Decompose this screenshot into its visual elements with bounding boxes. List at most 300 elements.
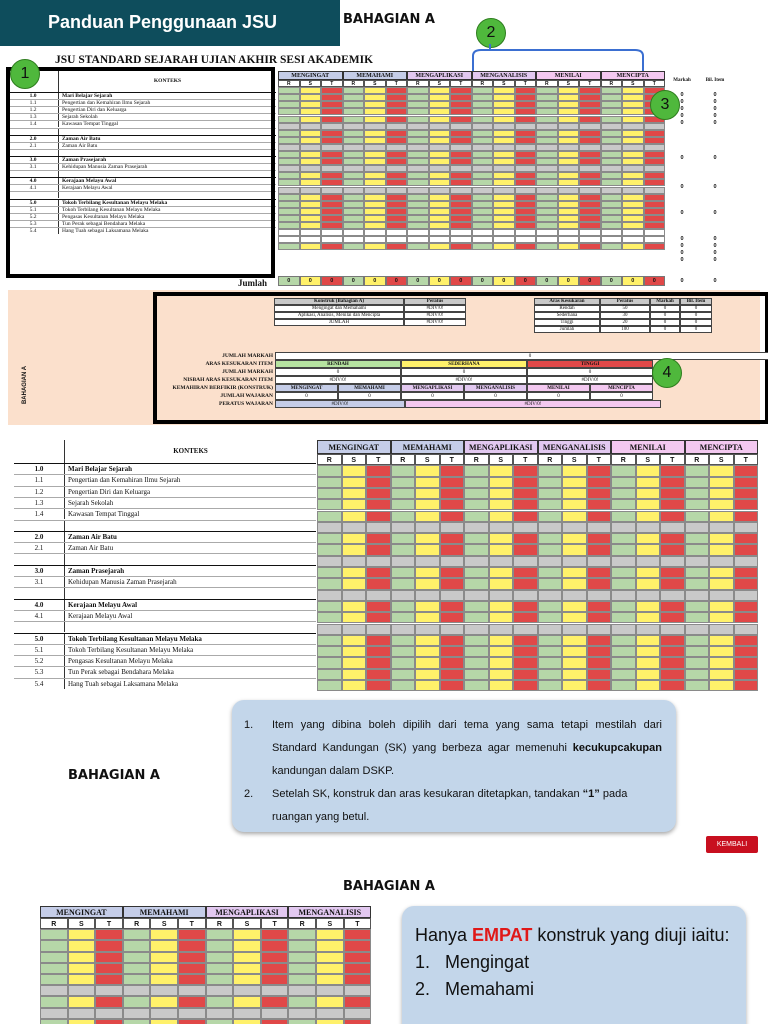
grid-cell[interactable]	[415, 465, 440, 476]
grid-cell[interactable]	[440, 465, 465, 476]
grid-cell[interactable]	[472, 236, 494, 243]
grid-cell[interactable]	[278, 243, 300, 250]
grid-cell[interactable]	[472, 144, 494, 151]
grid-cell[interactable]	[206, 985, 234, 996]
grid-cell[interactable]	[562, 477, 587, 488]
grid-cell[interactable]	[513, 544, 538, 555]
grid-cell[interactable]	[493, 130, 515, 137]
grid-cell[interactable]	[709, 601, 734, 612]
grid-cell[interactable]	[364, 137, 386, 144]
grid-cell[interactable]	[660, 522, 685, 533]
grid-cell[interactable]	[493, 165, 515, 172]
grid-cell[interactable]	[364, 222, 386, 229]
grid-cell[interactable]	[300, 179, 322, 186]
grid-cell[interactable]	[386, 215, 408, 222]
grid-cell[interactable]	[489, 578, 514, 589]
grid-cell[interactable]	[515, 208, 537, 215]
grid-cell[interactable]	[429, 87, 451, 94]
grid-cell[interactable]	[709, 657, 734, 668]
grid-cell[interactable]	[316, 1019, 344, 1024]
grid-cell[interactable]	[558, 101, 580, 108]
grid-cell[interactable]	[660, 533, 685, 544]
grid-cell[interactable]	[386, 236, 408, 243]
grid-cell[interactable]	[123, 996, 151, 1007]
grid-cell[interactable]	[150, 952, 178, 963]
grid-cell[interactable]	[68, 985, 96, 996]
grid-cell[interactable]	[440, 601, 465, 612]
grid-cell[interactable]	[622, 208, 644, 215]
grid-cell[interactable]	[278, 208, 300, 215]
grid-cell[interactable]	[450, 144, 472, 151]
grid-cell[interactable]	[489, 612, 514, 623]
grid-cell[interactable]	[440, 646, 465, 657]
grid-cell[interactable]	[536, 151, 558, 158]
grid-cell[interactable]	[68, 940, 96, 951]
grid-cell[interactable]	[685, 635, 710, 646]
grid-cell[interactable]	[464, 567, 489, 578]
grid-cell[interactable]	[472, 94, 494, 101]
grid-cell[interactable]	[644, 144, 666, 151]
grid-cell[interactable]	[95, 1008, 123, 1019]
grid-cell[interactable]	[342, 511, 367, 522]
grid-cell[interactable]	[558, 108, 580, 115]
grid-cell[interactable]	[321, 94, 343, 101]
grid-cell[interactable]	[300, 165, 322, 172]
grid-cell[interactable]	[178, 940, 206, 951]
grid-cell[interactable]	[579, 101, 601, 108]
grid-cell[interactable]	[429, 187, 451, 194]
grid-cell[interactable]	[343, 179, 365, 186]
grid-cell[interactable]	[611, 556, 636, 567]
grid-cell[interactable]	[278, 201, 300, 208]
grid-cell[interactable]	[685, 590, 710, 601]
grid-cell[interactable]	[364, 87, 386, 94]
grid-cell[interactable]	[493, 144, 515, 151]
grid-cell[interactable]	[407, 151, 429, 158]
grid-cell[interactable]	[636, 511, 661, 522]
grid-cell[interactable]	[68, 929, 96, 940]
grid-cell[interactable]	[261, 929, 289, 940]
grid-cell[interactable]	[709, 646, 734, 657]
grid-cell[interactable]	[472, 151, 494, 158]
grid-cell[interactable]	[515, 108, 537, 115]
grid-cell[interactable]	[562, 522, 587, 533]
grid-cell[interactable]	[391, 533, 416, 544]
grid-cell[interactable]	[644, 229, 666, 236]
grid-cell[interactable]	[321, 236, 343, 243]
grid-cell[interactable]	[386, 194, 408, 201]
grid-cell[interactable]	[288, 1019, 316, 1024]
grid-cell[interactable]	[558, 243, 580, 250]
grid-cell[interactable]	[288, 940, 316, 951]
grid-cell[interactable]	[429, 165, 451, 172]
grid-cell[interactable]	[407, 229, 429, 236]
grid-cell[interactable]	[601, 236, 623, 243]
grid-cell[interactable]	[611, 612, 636, 623]
grid-cell[interactable]	[391, 578, 416, 589]
grid-cell[interactable]	[489, 533, 514, 544]
grid-cell[interactable]	[538, 499, 563, 510]
grid-cell[interactable]	[472, 158, 494, 165]
grid-cell[interactable]	[587, 624, 612, 635]
grid-cell[interactable]	[342, 590, 367, 601]
grid-cell[interactable]	[536, 108, 558, 115]
grid-cell[interactable]	[386, 222, 408, 229]
grid-cell[interactable]	[579, 158, 601, 165]
grid-cell[interactable]	[386, 130, 408, 137]
grid-cell[interactable]	[464, 465, 489, 476]
grid-cell[interactable]	[579, 187, 601, 194]
grid-cell[interactable]	[415, 488, 440, 499]
grid-cell[interactable]	[579, 165, 601, 172]
grid-cell[interactable]	[300, 101, 322, 108]
grid-cell[interactable]	[660, 590, 685, 601]
grid-cell[interactable]	[493, 151, 515, 158]
grid-cell[interactable]	[513, 522, 538, 533]
grid-cell[interactable]	[644, 187, 666, 194]
grid-cell[interactable]	[366, 465, 391, 476]
grid-cell[interactable]	[342, 544, 367, 555]
grid-cell[interactable]	[562, 556, 587, 567]
grid-cell[interactable]	[40, 1008, 68, 1019]
grid-cell[interactable]	[622, 215, 644, 222]
grid-cell[interactable]	[493, 208, 515, 215]
grid-cell[interactable]	[450, 179, 472, 186]
grid-cell[interactable]	[386, 137, 408, 144]
grid-cell[interactable]	[644, 137, 666, 144]
grid-cell[interactable]	[288, 929, 316, 940]
grid-cell[interactable]	[562, 601, 587, 612]
grid-cell[interactable]	[429, 158, 451, 165]
grid-cell[interactable]	[538, 465, 563, 476]
grid-cell[interactable]	[538, 511, 563, 522]
grid-cell[interactable]	[391, 477, 416, 488]
grid-cell[interactable]	[513, 488, 538, 499]
grid-cell[interactable]	[636, 499, 661, 510]
grid-cell[interactable]	[316, 952, 344, 963]
grid-cell[interactable]	[622, 243, 644, 250]
grid-cell[interactable]	[644, 215, 666, 222]
grid-cell[interactable]	[342, 657, 367, 668]
grid-cell[interactable]	[636, 601, 661, 612]
grid-cell[interactable]	[343, 87, 365, 94]
grid-cell[interactable]	[150, 963, 178, 974]
grid-cell[interactable]	[343, 172, 365, 179]
grid-cell[interactable]	[562, 669, 587, 680]
grid-cell[interactable]	[493, 179, 515, 186]
grid-cell[interactable]	[386, 172, 408, 179]
grid-cell[interactable]	[734, 646, 759, 657]
grid-cell[interactable]	[515, 165, 537, 172]
grid-cell[interactable]	[364, 151, 386, 158]
grid-cell[interactable]	[709, 680, 734, 691]
grid-cell[interactable]	[415, 511, 440, 522]
grid-cell[interactable]	[440, 556, 465, 567]
grid-cell[interactable]	[321, 123, 343, 130]
grid-cell[interactable]	[636, 669, 661, 680]
grid-cell[interactable]	[317, 624, 342, 635]
grid-cell[interactable]	[450, 158, 472, 165]
grid-cell[interactable]	[601, 187, 623, 194]
grid-cell[interactable]	[415, 646, 440, 657]
grid-cell[interactable]	[538, 635, 563, 646]
grid-cell[interactable]	[660, 499, 685, 510]
grid-cell[interactable]	[636, 612, 661, 623]
grid-cell[interactable]	[407, 116, 429, 123]
grid-cell[interactable]	[206, 940, 234, 951]
grid-cell[interactable]	[391, 567, 416, 578]
grid-cell[interactable]	[493, 222, 515, 229]
grid-cell[interactable]	[579, 179, 601, 186]
grid-cell[interactable]	[317, 533, 342, 544]
grid-cell[interactable]	[472, 208, 494, 215]
grid-cell[interactable]	[493, 94, 515, 101]
grid-cell[interactable]	[644, 172, 666, 179]
grid-cell[interactable]	[515, 215, 537, 222]
grid-cell[interactable]	[364, 194, 386, 201]
grid-cell[interactable]	[261, 963, 289, 974]
grid-cell[interactable]	[407, 137, 429, 144]
grid-cell[interactable]	[300, 194, 322, 201]
grid-cell[interactable]	[513, 680, 538, 691]
grid-cell[interactable]	[601, 229, 623, 236]
grid-cell[interactable]	[611, 680, 636, 691]
grid-cell[interactable]	[321, 179, 343, 186]
grid-cell[interactable]	[493, 87, 515, 94]
grid-cell[interactable]	[536, 94, 558, 101]
grid-cell[interactable]	[429, 144, 451, 151]
grid-cell[interactable]	[342, 624, 367, 635]
grid-cell[interactable]	[601, 201, 623, 208]
grid-cell[interactable]	[644, 151, 666, 158]
grid-cell[interactable]	[464, 511, 489, 522]
grid-cell[interactable]	[622, 116, 644, 123]
grid-cell[interactable]	[636, 477, 661, 488]
grid-cell[interactable]	[685, 533, 710, 544]
grid-cell[interactable]	[611, 567, 636, 578]
grid-cell[interactable]	[342, 578, 367, 589]
grid-cell[interactable]	[601, 130, 623, 137]
grid-cell[interactable]	[40, 996, 68, 1007]
grid-cell[interactable]	[644, 194, 666, 201]
grid-cell[interactable]	[587, 612, 612, 623]
grid-cell[interactable]	[601, 208, 623, 215]
grid-cell[interactable]	[538, 556, 563, 567]
grid-cell[interactable]	[601, 101, 623, 108]
grid-cell[interactable]	[321, 222, 343, 229]
grid-cell[interactable]	[364, 94, 386, 101]
grid-cell[interactable]	[622, 87, 644, 94]
grid-cell[interactable]	[415, 567, 440, 578]
grid-cell[interactable]	[622, 172, 644, 179]
grid-cell[interactable]	[601, 87, 623, 94]
grid-cell[interactable]	[685, 499, 710, 510]
grid-cell[interactable]	[562, 624, 587, 635]
grid-cell[interactable]	[709, 556, 734, 567]
grid-cell[interactable]	[579, 94, 601, 101]
grid-cell[interactable]	[343, 165, 365, 172]
grid-cell[interactable]	[579, 236, 601, 243]
grid-cell[interactable]	[178, 1019, 206, 1024]
grid-cell[interactable]	[536, 144, 558, 151]
grid-cell[interactable]	[288, 985, 316, 996]
grid-cell[interactable]	[343, 151, 365, 158]
grid-cell[interactable]	[364, 144, 386, 151]
grid-cell[interactable]	[622, 222, 644, 229]
grid-cell[interactable]	[317, 511, 342, 522]
grid-cell[interactable]	[440, 488, 465, 499]
grid-cell[interactable]	[536, 165, 558, 172]
grid-cell[interactable]	[558, 215, 580, 222]
grid-cell[interactable]	[300, 137, 322, 144]
grid-cell[interactable]	[536, 172, 558, 179]
grid-cell[interactable]	[734, 511, 759, 522]
grid-cell[interactable]	[513, 657, 538, 668]
grid-cell[interactable]	[415, 601, 440, 612]
grid-cell[interactable]	[622, 94, 644, 101]
grid-cell[interactable]	[513, 669, 538, 680]
grid-cell[interactable]	[489, 511, 514, 522]
grid-cell[interactable]	[660, 511, 685, 522]
grid-cell[interactable]	[538, 578, 563, 589]
grid-cell[interactable]	[536, 137, 558, 144]
grid-cell[interactable]	[587, 556, 612, 567]
grid-cell[interactable]	[278, 116, 300, 123]
grid-cell[interactable]	[440, 657, 465, 668]
grid-cell[interactable]	[450, 123, 472, 130]
grid-cell[interactable]	[123, 940, 151, 951]
grid-cell[interactable]	[391, 680, 416, 691]
grid-cell[interactable]	[579, 215, 601, 222]
grid-cell[interactable]	[472, 215, 494, 222]
grid-cell[interactable]	[344, 1008, 372, 1019]
grid-cell[interactable]	[685, 578, 710, 589]
grid-cell[interactable]	[261, 952, 289, 963]
grid-cell[interactable]	[536, 194, 558, 201]
grid-cell[interactable]	[317, 590, 342, 601]
grid-cell[interactable]	[450, 215, 472, 222]
grid-cell[interactable]	[493, 236, 515, 243]
grid-cell[interactable]	[709, 488, 734, 499]
grid-cell[interactable]	[601, 243, 623, 250]
grid-cell[interactable]	[415, 680, 440, 691]
grid-cell[interactable]	[734, 567, 759, 578]
grid-cell[interactable]	[513, 477, 538, 488]
grid-cell[interactable]	[709, 578, 734, 589]
grid-cell[interactable]	[622, 130, 644, 137]
grid-cell[interactable]	[316, 963, 344, 974]
grid-cell[interactable]	[579, 229, 601, 236]
grid-cell[interactable]	[472, 179, 494, 186]
grid-cell[interactable]	[587, 601, 612, 612]
grid-cell[interactable]	[644, 165, 666, 172]
grid-cell[interactable]	[644, 179, 666, 186]
grid-cell[interactable]	[636, 578, 661, 589]
grid-cell[interactable]	[685, 556, 710, 567]
grid-cell[interactable]	[579, 144, 601, 151]
grid-cell[interactable]	[685, 612, 710, 623]
grid-cell[interactable]	[342, 669, 367, 680]
grid-cell[interactable]	[644, 236, 666, 243]
grid-cell[interactable]	[300, 144, 322, 151]
grid-cell[interactable]	[644, 201, 666, 208]
grid-cell[interactable]	[536, 222, 558, 229]
grid-cell[interactable]	[636, 488, 661, 499]
grid-cell[interactable]	[709, 499, 734, 510]
grid-cell[interactable]	[278, 165, 300, 172]
grid-cell[interactable]	[364, 243, 386, 250]
grid-cell[interactable]	[472, 87, 494, 94]
grid-cell[interactable]	[472, 137, 494, 144]
grid-cell[interactable]	[601, 172, 623, 179]
grid-cell[interactable]	[366, 477, 391, 488]
grid-cell[interactable]	[278, 187, 300, 194]
grid-cell[interactable]	[343, 208, 365, 215]
grid-cell[interactable]	[601, 123, 623, 130]
grid-cell[interactable]	[278, 144, 300, 151]
grid-cell[interactable]	[472, 243, 494, 250]
grid-cell[interactable]	[178, 996, 206, 1007]
grid-cell[interactable]	[515, 144, 537, 151]
grid-cell[interactable]	[538, 522, 563, 533]
grid-cell[interactable]	[685, 511, 710, 522]
grid-cell[interactable]	[489, 669, 514, 680]
grid-cell[interactable]	[450, 236, 472, 243]
grid-cell[interactable]	[317, 635, 342, 646]
grid-cell[interactable]	[685, 601, 710, 612]
grid-cell[interactable]	[366, 680, 391, 691]
grid-cell[interactable]	[364, 158, 386, 165]
grid-cell[interactable]	[278, 123, 300, 130]
grid-cell[interactable]	[464, 680, 489, 691]
grid-cell[interactable]	[150, 1008, 178, 1019]
grid-cell[interactable]	[562, 578, 587, 589]
grid-cell[interactable]	[538, 646, 563, 657]
grid-cell[interactable]	[366, 488, 391, 499]
grid-cell[interactable]	[440, 590, 465, 601]
grid-cell[interactable]	[450, 151, 472, 158]
grid-cell[interactable]	[364, 108, 386, 115]
grid-cell[interactable]	[429, 130, 451, 137]
grid-cell[interactable]	[622, 165, 644, 172]
grid-cell[interactable]	[558, 187, 580, 194]
grid-cell[interactable]	[660, 657, 685, 668]
grid-cell[interactable]	[464, 657, 489, 668]
grid-cell[interactable]	[40, 985, 68, 996]
grid-cell[interactable]	[386, 108, 408, 115]
grid-cell[interactable]	[233, 985, 261, 996]
grid-cell[interactable]	[278, 229, 300, 236]
grid-cell[interactable]	[366, 556, 391, 567]
grid-cell[interactable]	[660, 544, 685, 555]
grid-cell[interactable]	[407, 94, 429, 101]
grid-cell[interactable]	[601, 222, 623, 229]
grid-cell[interactable]	[386, 179, 408, 186]
grid-cell[interactable]	[364, 229, 386, 236]
grid-cell[interactable]	[472, 222, 494, 229]
grid-cell[interactable]	[515, 158, 537, 165]
grid-cell[interactable]	[342, 646, 367, 657]
grid-cell[interactable]	[68, 963, 96, 974]
grid-cell[interactable]	[489, 499, 514, 510]
grid-cell[interactable]	[558, 194, 580, 201]
grid-cell[interactable]	[364, 208, 386, 215]
grid-cell[interactable]	[513, 556, 538, 567]
grid-cell[interactable]	[464, 488, 489, 499]
grid-cell[interactable]	[587, 567, 612, 578]
grid-cell[interactable]	[317, 646, 342, 657]
grid-cell[interactable]	[601, 194, 623, 201]
